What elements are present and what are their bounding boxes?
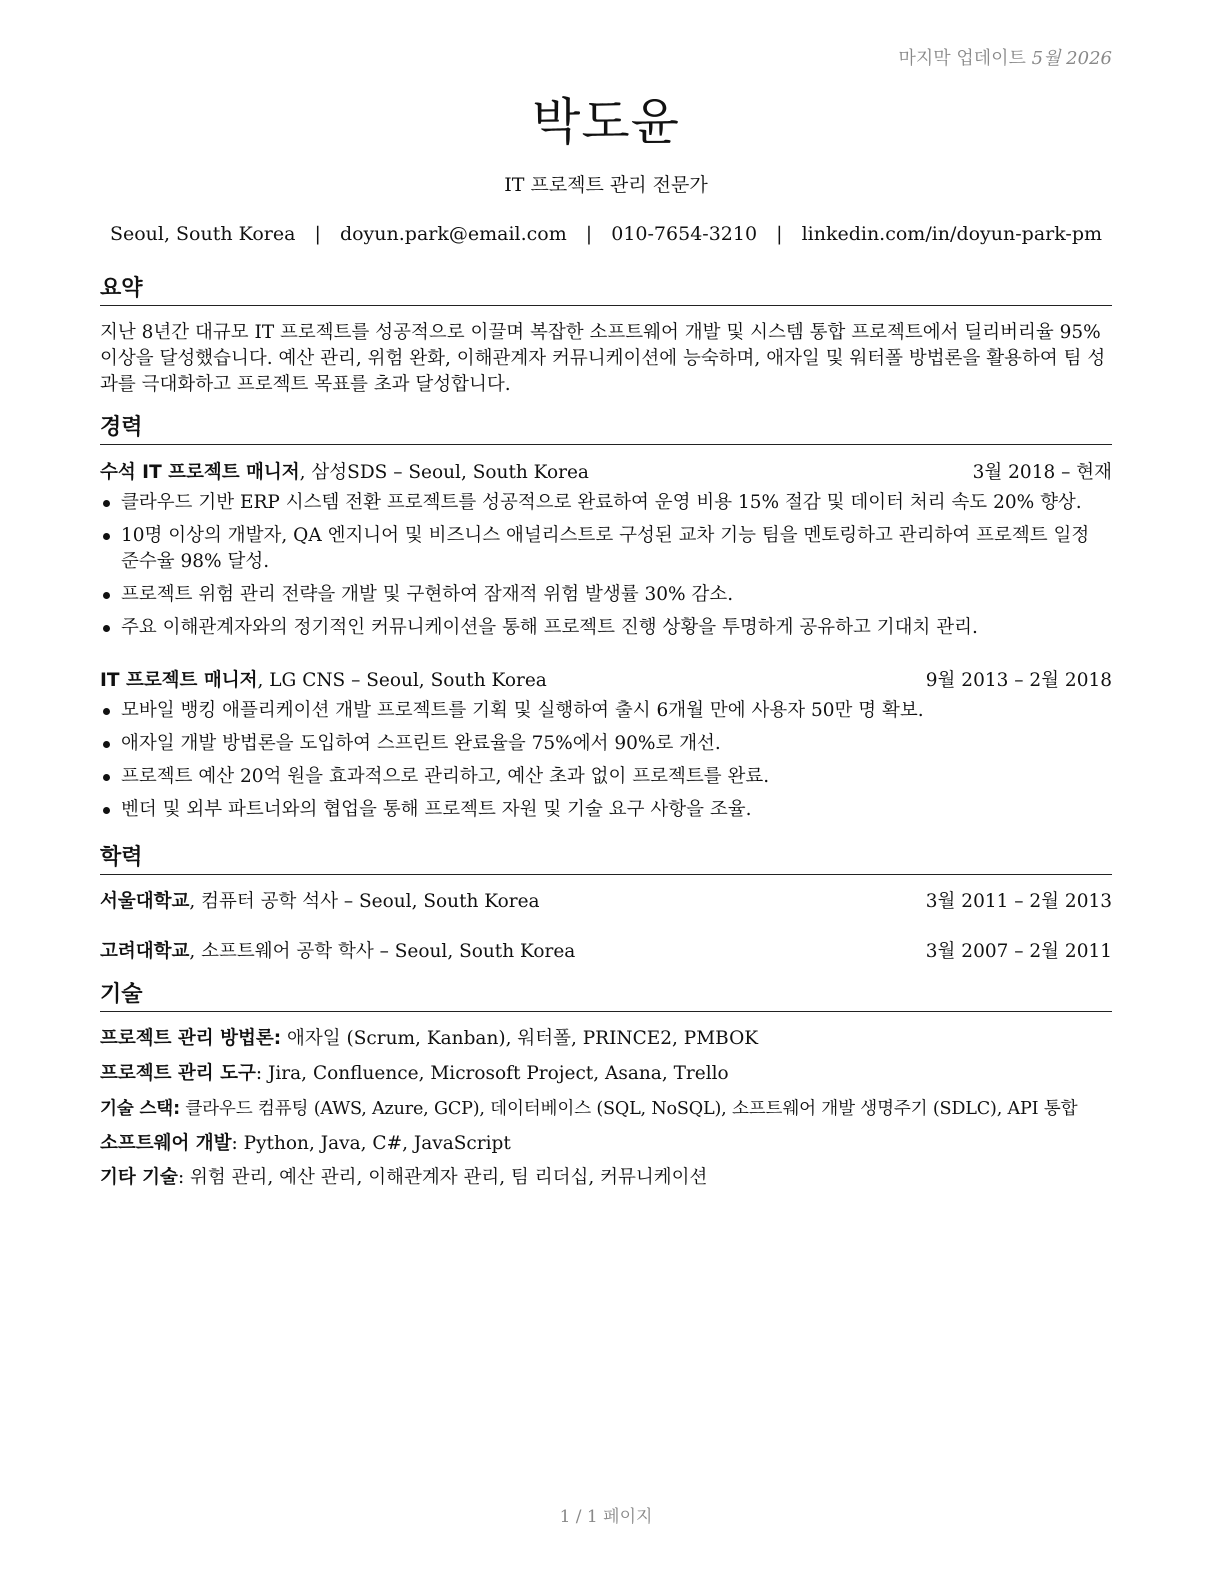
job-role: IT 프로젝트 매니저 bbox=[100, 670, 258, 691]
job-title-line bbox=[100, 669, 547, 693]
candidate-name: 박도윤 bbox=[532, 93, 680, 151]
job-dates: 9월 2013 – 2월 2018 bbox=[925, 670, 1112, 691]
skill-value: : Python, Java, C#, JavaScript bbox=[231, 1133, 511, 1154]
education-school: 고려대학교 bbox=[100, 941, 190, 962]
skill-line bbox=[100, 1166, 1112, 1190]
job-company: , LG CNS – Seoul, South Korea bbox=[257, 670, 547, 691]
section-title-summary: 요약 bbox=[100, 276, 1112, 306]
job-bullet: 애자일 개발 방법론을 도입하여 스프린트 완료율을 75%에서 90%로 개선. bbox=[100, 731, 1112, 757]
skill-value: 애자일 (Scrum, Kanban), 워터폴, PRINCE2, PMBOK bbox=[281, 1028, 759, 1049]
skill-label: 프로젝트 관리 방법론: bbox=[100, 1028, 282, 1049]
contact-separator: | bbox=[776, 223, 783, 245]
education-dates: 3월 2007 – 2월 2011 bbox=[925, 941, 1112, 962]
job-bullet: 모바일 뱅킹 애플리케이션 개발 프로젝트를 기획 및 실행하여 출시 6개월 만에 사용자 50만 명 확보. bbox=[100, 698, 1112, 724]
skill-label: 소프트웨어 개발 bbox=[100, 1133, 232, 1154]
job-bullets bbox=[100, 698, 1112, 830]
skill-label: 기술 스택: bbox=[100, 1099, 180, 1119]
last-updated bbox=[898, 44, 1112, 70]
candidate-role: IT 프로젝트 관리 전문가 bbox=[504, 174, 708, 196]
job-header bbox=[100, 669, 1112, 693]
last-updated-label: 마지막 업데이트 bbox=[898, 48, 1026, 69]
contact-separator: | bbox=[314, 223, 321, 245]
job-bullet: 프로젝트 위험 관리 전략을 개발 및 구현하여 잠재적 위험 발생률 30% 감소. bbox=[100, 582, 1112, 608]
section-title-education: 학력 bbox=[100, 845, 1112, 875]
skill-line bbox=[100, 1132, 1112, 1156]
skill-label: 기타 기술 bbox=[100, 1167, 178, 1188]
job-title-line bbox=[100, 461, 589, 485]
education-item bbox=[100, 940, 1112, 964]
resume-page bbox=[100, 0, 1112, 1584]
section-title-skills: 기술 bbox=[100, 982, 1112, 1012]
education-dates: 3월 2011 – 2월 2013 bbox=[925, 891, 1112, 912]
page-number: 1 / 1 페이지 bbox=[559, 1507, 653, 1527]
job-bullet: 10명 이상의 개발자, QA 엔지니어 및 비즈니스 애널리스트로 구성된 교차 기능 팀을 멘토링하고 관리하여 프로젝트 일정 준수율 98% 달성. bbox=[100, 523, 1112, 575]
education-item bbox=[100, 890, 1112, 914]
summary-text: 지난 8년간 대규모 IT 프로젝트를 성공적으로 이끌며 복잡한 소프트웨어 개발 및 시스템 통합 프로젝트에서 딜리버리율 95% 이상을 달성했습니다. 예산 관리, 위험 완화, 이해관계자 커뮤니케이션에 능숙하며, 애자일 및 워터폴 방법론을 활용하여 팀 성과를 극대화하고 프로젝트 목표를 초과 달성합니다. bbox=[100, 322, 1106, 395]
job-header bbox=[100, 461, 1112, 485]
education-detail: , 소프트웨어 공학 학사 – Seoul, South Korea bbox=[189, 941, 576, 962]
skill-value: : 위험 관리, 예산 관리, 이해관계자 관리, 팀 리더십, 커뮤니케이션 bbox=[177, 1167, 708, 1188]
section-title-experience: 경력 bbox=[100, 415, 1112, 445]
job-bullet: 벤더 및 외부 파트너와의 협업을 통해 프로젝트 자원 및 기술 요구 사항을 조율. bbox=[100, 797, 1112, 823]
education-school: 서울대학교 bbox=[100, 891, 190, 912]
education-detail: , 컴퓨터 공학 석사 – Seoul, South Korea bbox=[189, 891, 540, 912]
job-bullet: 주요 이해관계자와의 정기적인 커뮤니케이션을 통해 프로젝트 진행 상황을 투명하게 공유하고 기대치 관리. bbox=[100, 615, 1112, 641]
job-company: , 삼성SDS – Seoul, South Korea bbox=[299, 462, 589, 483]
job-dates: 3월 2018 – 현재 bbox=[972, 462, 1112, 483]
skill-line bbox=[100, 1097, 1112, 1121]
education-title-line bbox=[100, 940, 575, 964]
skill-label: 프로젝트 관리 도구 bbox=[100, 1063, 256, 1084]
skill-line bbox=[100, 1027, 1112, 1051]
job-bullet: 클라우드 기반 ERP 시스템 전환 프로젝트를 성공적으로 완료하여 운영 비용 15% 절감 및 데이터 처리 속도 20% 향상. bbox=[100, 490, 1112, 516]
contact-phone[interactable]: 010-7654-3210 bbox=[611, 223, 758, 245]
contact-location: Seoul, South Korea bbox=[109, 223, 296, 245]
contact-separator: | bbox=[585, 223, 593, 245]
skill-value: : Jira, Confluence, Microsoft Project, Asana, Trello bbox=[255, 1063, 729, 1084]
education-title-line bbox=[100, 890, 540, 914]
skill-line bbox=[100, 1062, 1112, 1086]
job-bullet: 프로젝트 예산 20억 원을 효과적으로 관리하고, 예산 초과 없이 프로젝트를 완료. bbox=[100, 764, 1112, 790]
contact-email[interactable]: doyun.park@email.com bbox=[339, 223, 567, 245]
job-role: 수석 IT 프로젝트 매니저 bbox=[100, 462, 300, 483]
job-bullets bbox=[100, 490, 1112, 648]
skill-value: 클라우드 컴퓨팅 (AWS, Azure, GCP), 데이터베이스 (SQL, NoSQL), 소프트웨어 개발 생명주기 (SDLC), API 통합 bbox=[179, 1099, 1078, 1119]
contact-linkedin[interactable]: linkedin.com/in/doyun-park-pm bbox=[801, 223, 1103, 245]
contact-line bbox=[100, 223, 1112, 245]
last-updated-date: 5월 2026 bbox=[1031, 48, 1112, 69]
